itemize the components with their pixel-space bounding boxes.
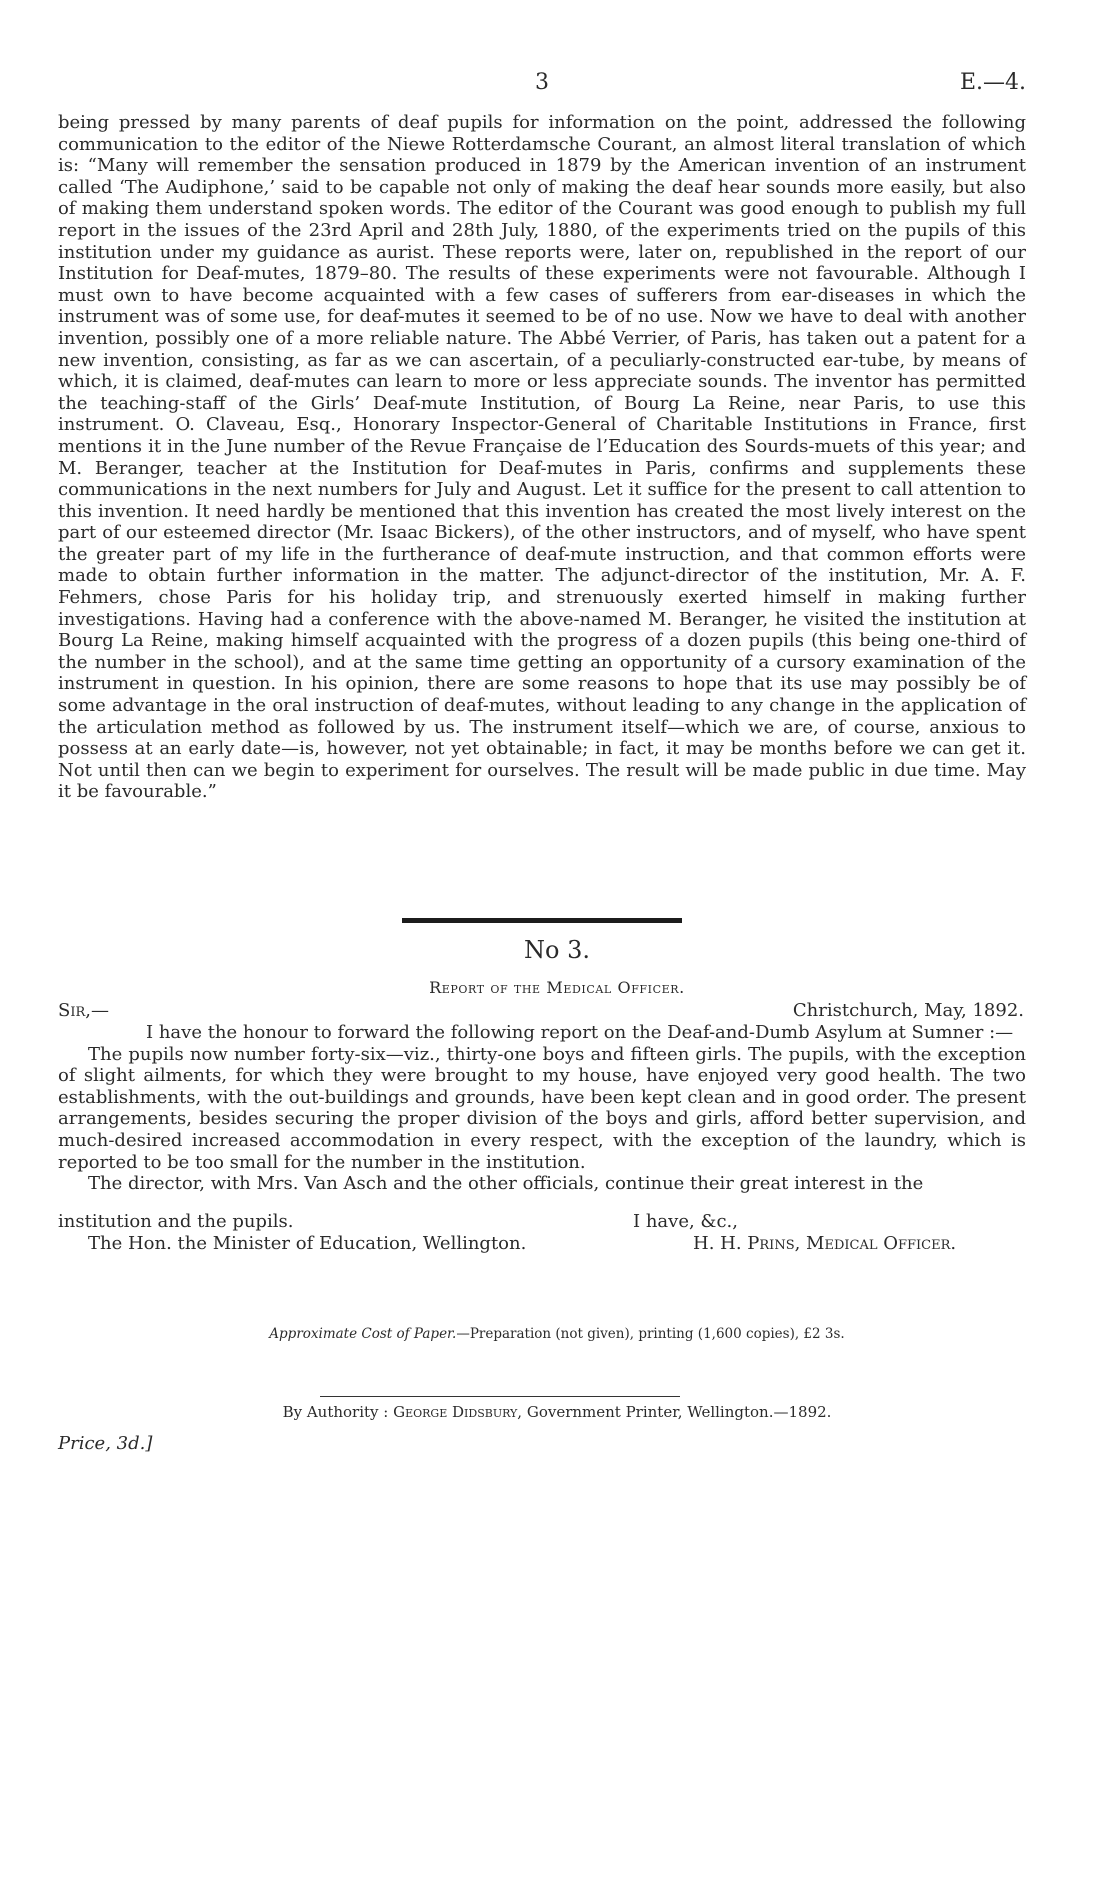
cost-text: —Preparation (not given), printing (1,600 copies), £2 3s.: [456, 1326, 845, 1342]
letter-opening: I have the honour to forward the following report on the Deaf-and-Dumb Asylum at Sumner :—: [146, 1022, 1014, 1043]
printing-cost-note: [0, 1326, 1114, 1342]
authority-prefix: By Authority :: [282, 1403, 394, 1421]
dateline: Christchurch, May, 1892.: [792, 1000, 1024, 1021]
footer-divider: [320, 1396, 680, 1397]
authority-suffix: , Government Printer, Wellington.—1892.: [517, 1403, 832, 1421]
letter-paragraph-2: The director, with Mrs. Van Asch and the other officials, continue their great interest in the: [88, 1173, 924, 1195]
section-divider: [402, 918, 682, 923]
closing-valediction: I have, &c.,: [633, 1211, 738, 1232]
body-text: [58, 112, 1026, 803]
letter-paragraph-1: The pupils now number forty-six—viz., thirty-one boys and fifteen girls. The pupils, with the exception of slight ailments, for which they were brought to my house, have enjoyed very good health. The two establishments, with the out-buildings and grounds, have been kept clean and in good order. The present arrangements, besides securing the proper division of the boys and girls, afford better supervision, and much-desired increased accommodation in every respect, with the exception of the laundry, which is reported to be too small for the number in the institution.: [58, 1043, 1026, 1173]
letter-translation-paragraph: being pressed by many parents of deaf pupils for information on the point, addressed the following communication to the editor of the Niewe Rotterdamsche Courant, an almost literal translation of which is: “Many will remember the sensation produced in 1879 by the American invention of an instrument called ‘The Audiphone,’ said to be capable not only of making the deaf hear sounds more easily, but also of making them understand spoken words. The editor of the Courant was good enough to publish my full report in the issues of the 23rd April and 28th July, 1880, of the experiments tried on the pupils of this institution under my guidance as aurist. These reports were, later on, republished in the report of our Institution for Deaf-mutes, 1879–80. The results of these experiments were not favourable. Although I must own to have become acquainted with a few cases of sufferers from ear-diseases in which the instrument was of some use, for deaf-mutes it seemed to be of no use. Now we have to deal with another invention, possibly one of a more reliable nature. The Abbé Verrier, of Paris, has taken out a patent for a new invention, consisting, as far as we can ascertain, of a peculiarly-constructed ear-tube, by means of which, it is claimed, deaf-mutes can learn to more or less appreciate sounds. The inventor has permitted the teaching-staff of the Girls’ Deaf-mute Institution, of Bourg La Reine, near Paris, to use this instrument. O. Claveau, Esq., Honorary Inspector-General of Charitable Institutions in France, first mentions it in the June number of the Revue Française de l’Education des Sourds-muets of this year; and M. Beranger, teacher at the Institution for Deaf-mutes in Paris, confirms and supplements these communications in the next numbers for July and August. Let it suffice for the present to call attention to this invention. It need hardly be mentioned that this invention has created the most lively interest on the part of our esteemed director (Mr. Isaac Bickers), of the other instructors, and of myself, who have spent the greater part of my life in the furtherance of deaf-mute instruction, and that common efforts were made to obtain further information in the matter. The adjunct-director of the institution, Mr. A. F. Fehmers, chose Paris for his holiday trip, and strenuously exerted himself in making further investigations. Having had a conference with the above-named M. Beranger, he visited the institution at Bourg La Reine, making himself acquainted with the progress of a dozen pupils (this being one-third of the number in the school), and at the same time getting an opportunity of a cursory examination of the instrument in question. In his opinion, there are some reasons to hope that its use may possibly be of some advantage in the oral instruction of deaf-mutes, without leading to any change in the application of the articulation method as followed by us. The instrument itself—which we are, of course, anxious to possess at an early date—is, however, not yet obtainable; in fact, it may be months before we can get it. Not until then can we begin to experiment for ourselves. The result will be made public in due time. May it be favourable.”: [58, 112, 1026, 803]
closing-left: institution and the pupils.: [58, 1211, 294, 1232]
report-letter-body: [58, 1022, 1026, 1195]
salutation: Sir,—: [58, 1000, 109, 1021]
printer-authority: [0, 1403, 1114, 1421]
cost-label: Approximate Cost of Paper.: [269, 1326, 457, 1342]
letter-closing: [58, 1211, 1026, 1254]
report-title: Report of the Medical Officer.: [429, 978, 685, 997]
document-reference: E.—4.: [959, 70, 1026, 95]
page-number: 3: [535, 70, 549, 95]
addressee: The Hon. the Minister of Education, Wellington.: [88, 1232, 527, 1254]
page-header: [58, 70, 1026, 100]
signature: H. H. Prins, Medical Officer.: [693, 1232, 957, 1254]
printer-name: George Didsbury: [393, 1403, 518, 1421]
section-number: No 3.: [524, 936, 590, 964]
price: Price, 3d.]: [58, 1433, 153, 1454]
